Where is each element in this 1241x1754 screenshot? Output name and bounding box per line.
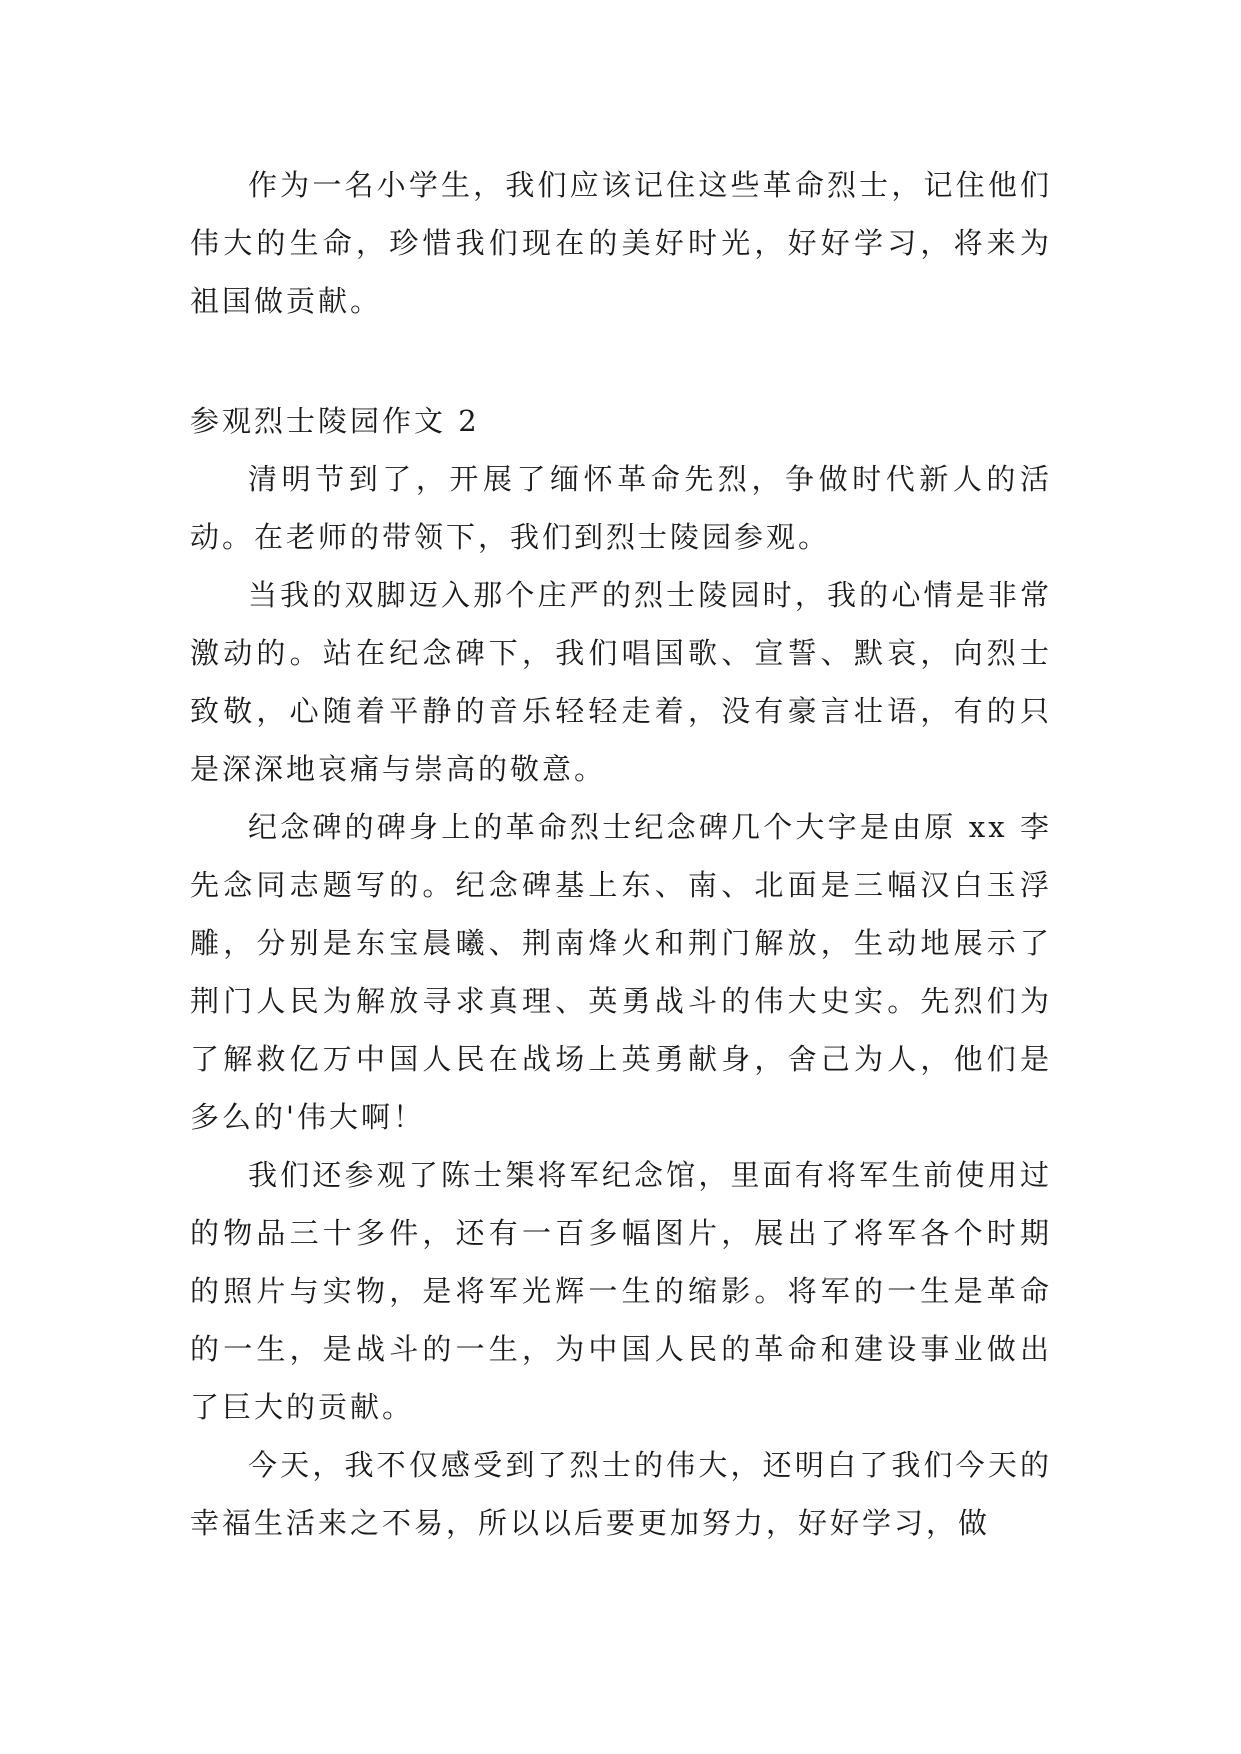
essay-heading: 参观烈士陵园作文 2 [190,404,480,438]
document-body [190,156,1052,1552]
paragraph-2: 当我的双脚迈入那个庄严的烈士陵园时，我的心情是非常激动的。站在纪念碑下，我们唱国歌、宣誓、默哀，向烈士致敬，心随着平静的音乐轻轻走着，没有豪言壮语，有的只是深深地哀痛与崇高的敬意。 [190,578,1052,786]
paragraph-3: 纪念碑的碑身上的革命烈士纪念碑几个大字是由原 xx 李先念同志题写的。纪念碑基上东、南、北面是三幅汉白玉浮雕，分别是东宝晨曦、荆南烽火和荆门解放，生动地展示了荆门人民为解放寻求真理、英勇战斗的伟大史实。先烈们为了解救亿万中国人民在战场上英勇献身，舍己为人，他们是多么的'伟大啊！ [190,810,1052,1134]
paragraph-5: 今天，我不仅感受到了烈士的伟大，还明白了我们今天的幸福生活来之不易，所以以后要更加努力，好好学习，做 [190,1448,1052,1540]
paragraph-intro-closing: 作为一名小学生，我们应该记住这些革命烈士，记住他们伟大的生命，珍惜我们现在的美好时光，好好学习，将来为祖国做贡献。 [190,168,1052,318]
paragraph-1: 清明节到了，开展了缅怀革命先烈，争做时代新人的活动。在老师的带领下，我们到烈士陵园参观。 [190,462,1052,554]
paragraph-4: 我们还参观了陈士榘将军纪念馆，里面有将军生前使用过的物品三十多件，还有一百多幅图片，展出了将军各个时期的照片与实物，是将军光辉一生的缩影。将军的一生是革命的一生，是战斗的一生，为中国人民的革命和建设事业做出了巨大的贡献。 [190,1158,1052,1424]
